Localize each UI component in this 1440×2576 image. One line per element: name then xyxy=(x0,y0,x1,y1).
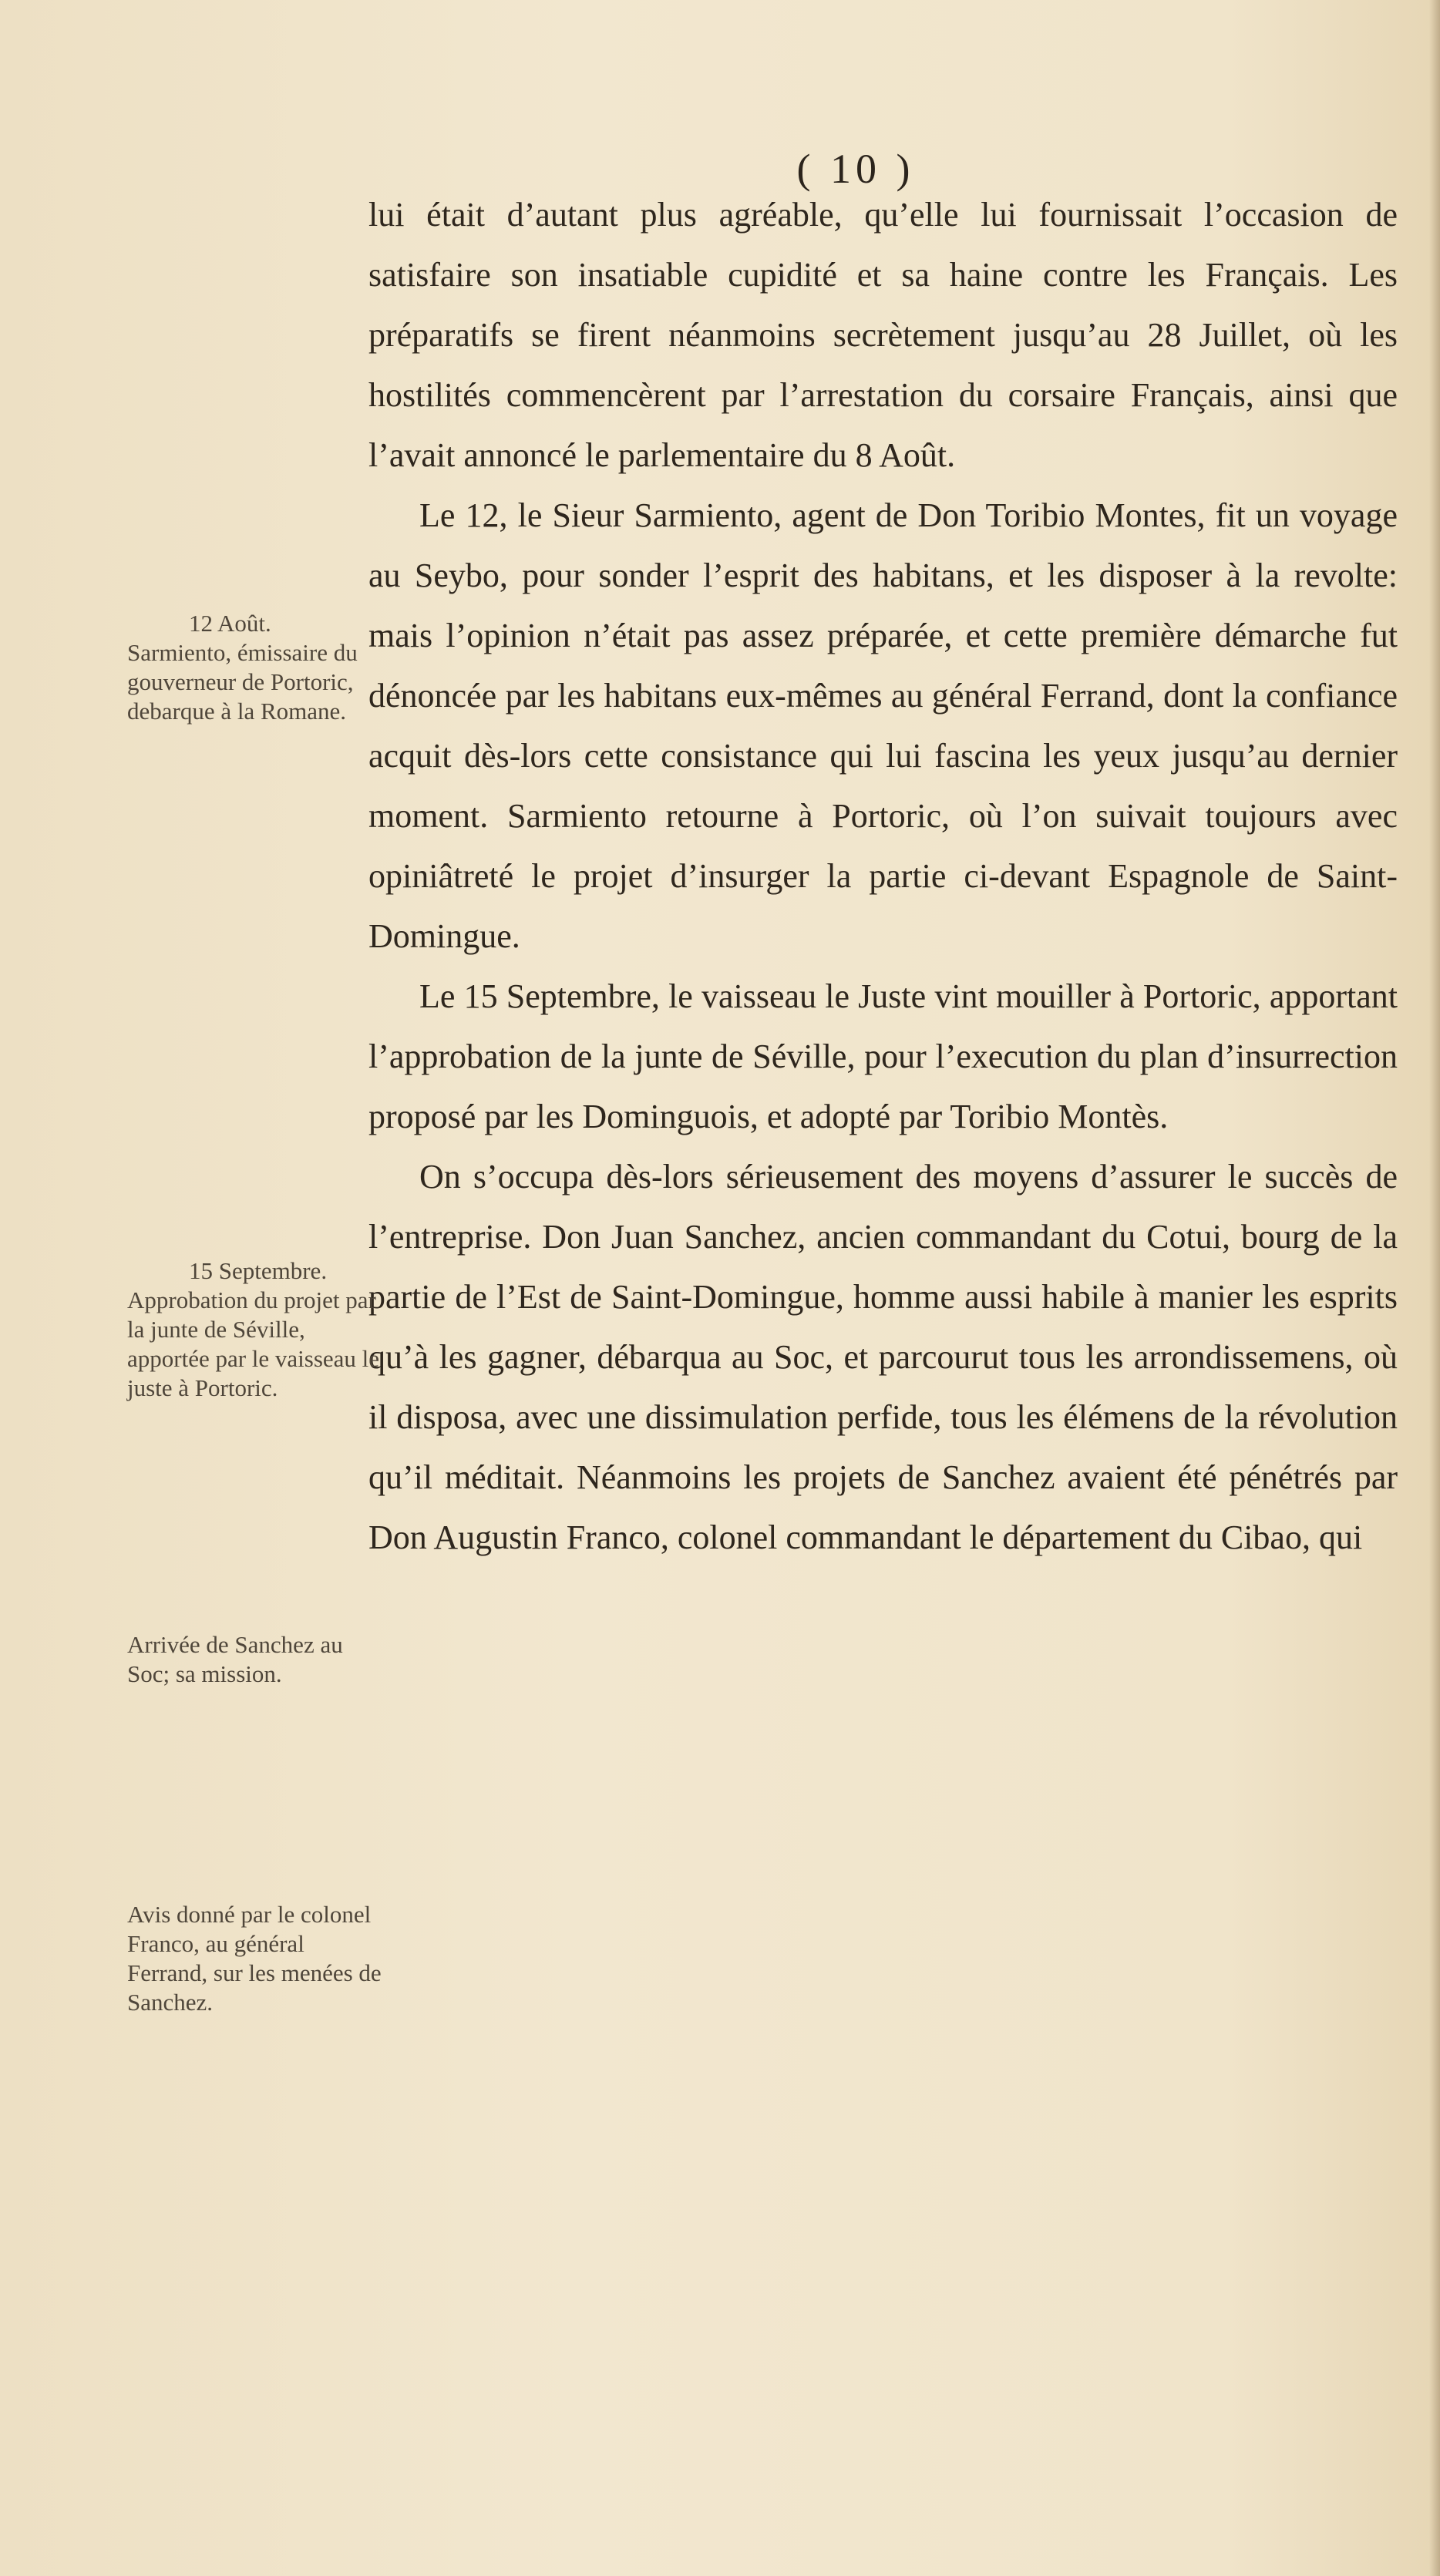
paragraph-sanchez: On s’occupa dès-lors sérieusement des moyens d’assurer le succès de l’entreprise. Don Juan Sanchez, ancien commandant du Cotui, bourg de la partie de l’Est de Saint-Domingue, homme aussi habile à manier les esprits qu’à les gagner, débarqua au Soc, et parcourut tous les arrondissemens, où il disposa, avec une dissimulation perfide, tous les élémens de la révolution qu’il méditait. Néanmoins les projets de Sanchez avaient été pénétrés par Don Augustin Franco, colonel commandant le département du Cibao, qui xyxy=(368,1158,1398,1556)
margin-note-sarmiento xyxy=(127,609,382,726)
paragraph-juste: Le 15 Septembre, le vaisseau le Juste vint mouiller à Portoric, apportant l’approbation de la junte de Séville, pour l’execution du plan d’insurrection proposé par les Dominguois, et adopté par Toribio Montès. xyxy=(368,977,1398,1135)
page-number: ( 10 ) xyxy=(796,146,915,192)
margin-note-sanchez-arrival xyxy=(127,1630,382,1689)
main-text-column xyxy=(368,185,1398,1568)
margin-note-text: Avis donné par le colonel Franco, au général Ferrand, sur les menées de Sanchez. xyxy=(127,1901,382,2016)
page-edge-shadow xyxy=(1429,0,1440,2576)
margin-note-date: 12 Août. xyxy=(189,610,271,637)
margin-note-text: Approbation du projet par la junte de Séville, apportée par le vaisseau le juste à Portoric. xyxy=(127,1286,380,1401)
margin-note-text: Sarmiento, émissaire du gouverneur de Portoric, debarque à la Romane. xyxy=(127,639,358,725)
paragraph-sarmiento: Le 12, le Sieur Sarmiento, agent de Don Toribio Montes, fit un voyage au Seybo, pour sonder l’esprit des habitans, et les disposer à la revolte: mais l’opinion n’était pas assez préparée, et cette première démarche fut dénoncée par les habitans eux-mêmes au général Ferrand, dont la confiance acquit dès-lors cette consistance qui lui fascina les yeux jusqu’au dernier moment. Sarmiento retourne à Portoric, où l’on suivait toujours avec opiniâtreté le projet d’insurger la partie ci-devant Espagnole de Saint-Domingue. xyxy=(368,496,1398,955)
margin-note-text: Arrivée de Sanchez au Soc; sa mission. xyxy=(127,1631,343,1687)
margin-note-date: 15 Septembre. xyxy=(189,1257,328,1284)
margin-note-franco-warning xyxy=(127,1900,382,2017)
margin-note-approbation xyxy=(127,1256,382,1403)
paragraph-continuation: lui était d’autant plus agréable, qu’elle lui fournissait l’occasion de satisfaire son insatiable cupidité et sa haine contre les Français. Les préparatifs se firent néanmoins secrètement jusqu’au 28 Juillet, où les hostilités commencèrent par l’arrestation du corsaire Français, ainsi que l’avait annoncé le parlementaire du 8 Août. xyxy=(368,196,1398,474)
